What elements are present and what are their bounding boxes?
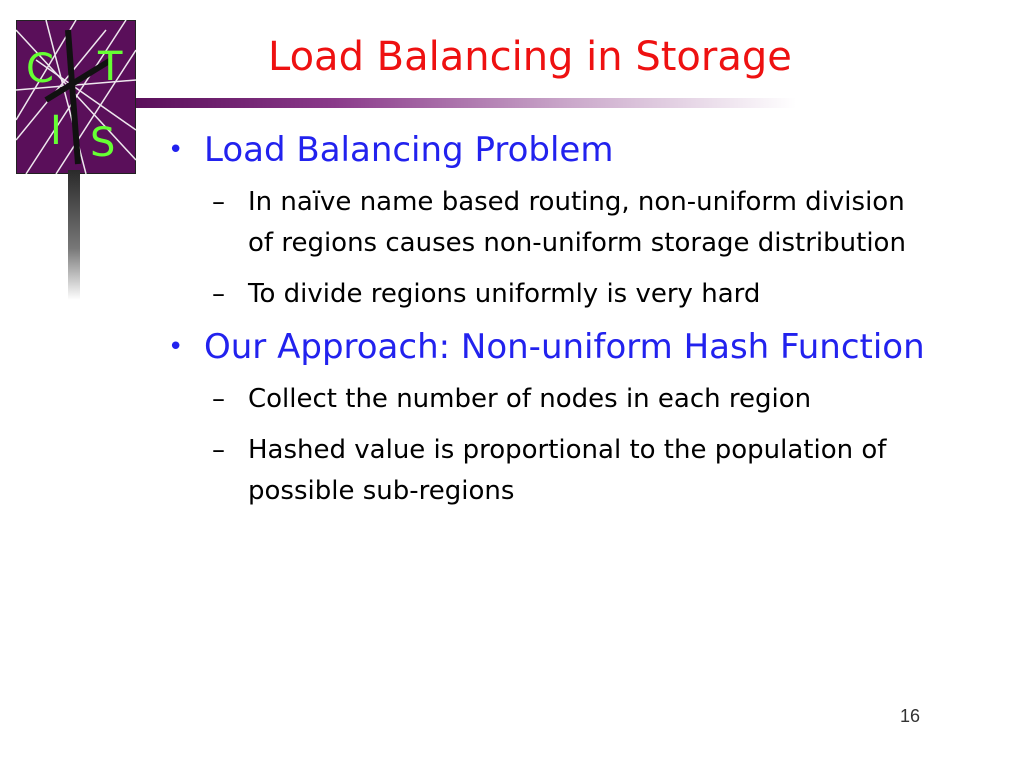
- sub-bullet-item: [168, 379, 928, 420]
- slide-title: Load Balancing in Storage: [268, 34, 792, 80]
- dash-marker: –: [212, 384, 225, 414]
- slide-number: 16: [899, 706, 920, 726]
- sub-bullet-item: [168, 430, 928, 512]
- bullet-marker: •: [168, 135, 184, 165]
- sub-bullet-text: In naïve name based routing, non-uniform division of regions causes non-uniform storage distribution: [248, 187, 906, 258]
- dash-marker: –: [212, 187, 225, 217]
- dash-marker: –: [212, 279, 225, 309]
- bullet-marker: •: [168, 332, 184, 362]
- logo-graphic: [16, 20, 136, 174]
- bullet-text: Our Approach: Non-uniform Hash Function: [204, 327, 925, 367]
- sub-bullet-item: [168, 182, 928, 264]
- bullet-text: Load Balancing Problem: [204, 130, 614, 170]
- logo-letter-c: C: [26, 46, 54, 92]
- sub-bullet-text: Collect the number of nodes in each region: [248, 384, 812, 414]
- logo-letter-i: I: [50, 108, 62, 154]
- slide-content: [168, 128, 928, 522]
- logo: [16, 20, 136, 174]
- vertical-accent-bar: [68, 170, 80, 300]
- sub-bullet-text: Hashed value is proportional to the population of possible sub-regions: [248, 435, 887, 506]
- dash-marker: –: [212, 435, 225, 465]
- horizontal-accent-bar: [136, 98, 796, 108]
- logo-letter-t: T: [98, 44, 123, 90]
- sub-bullet-item: [168, 274, 928, 315]
- sub-bullet-text: To divide regions uniformly is very hard: [248, 279, 761, 309]
- bullet-item: [168, 325, 928, 369]
- logo-letter-s: S: [90, 120, 116, 166]
- bullet-item: [168, 128, 928, 172]
